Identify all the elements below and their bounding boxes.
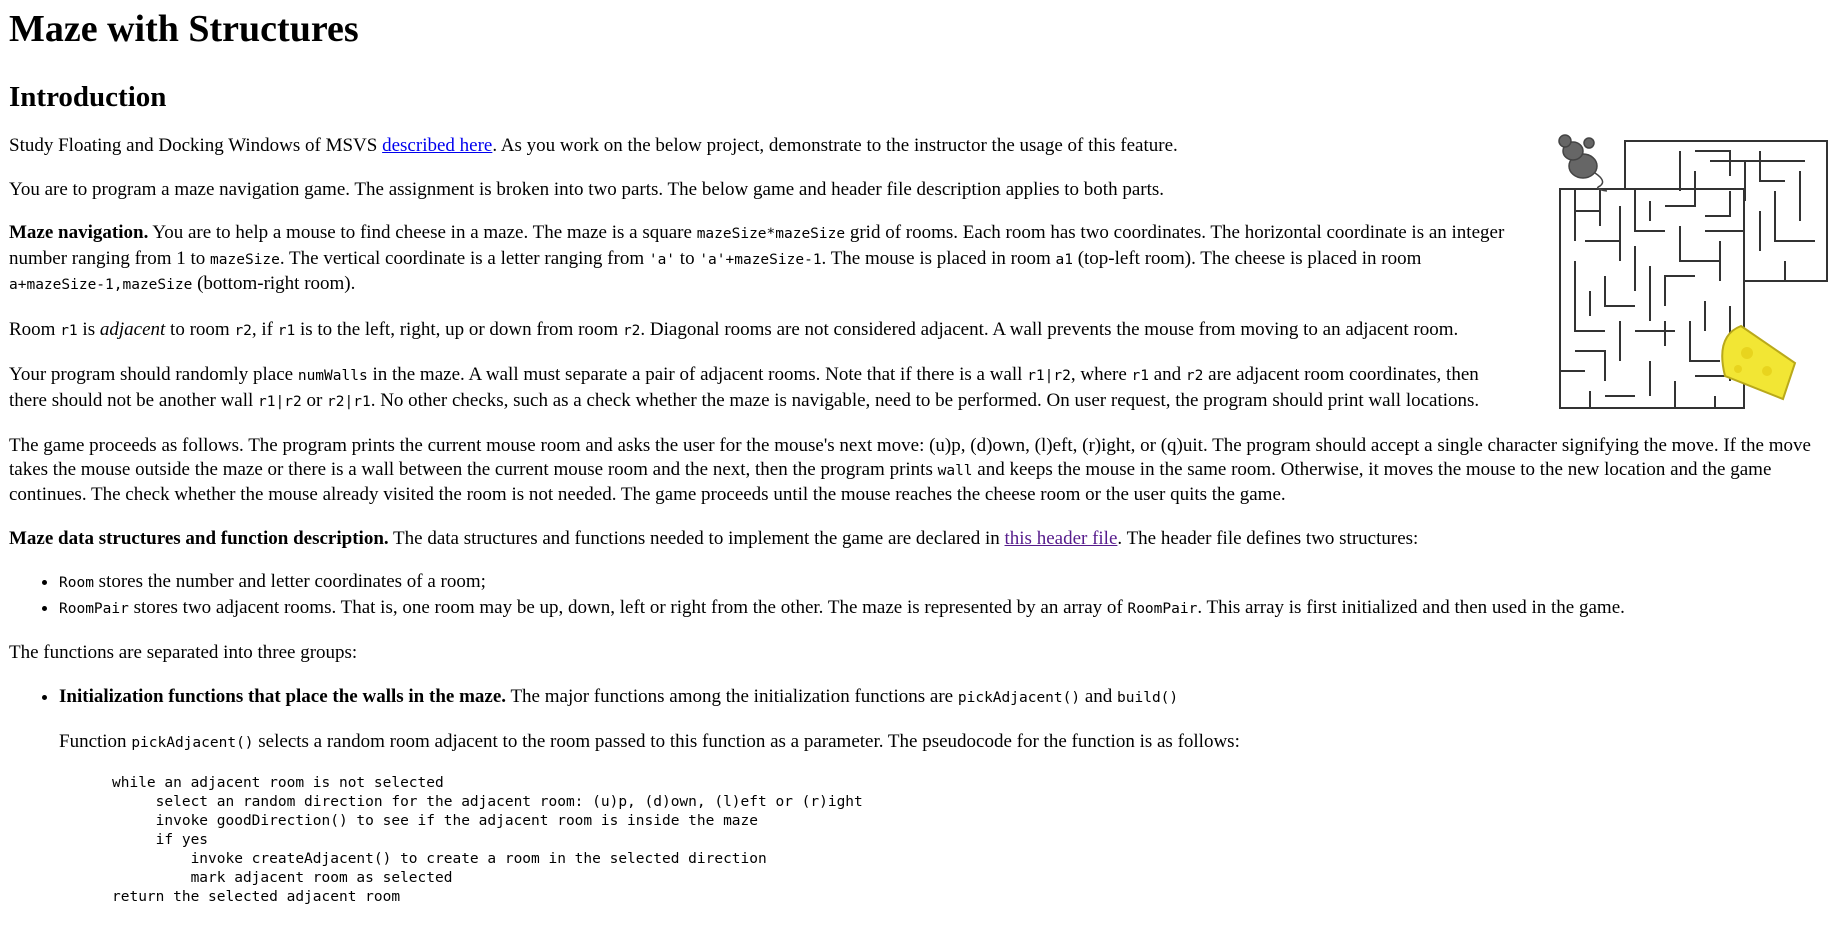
paragraph-maze-navigation: Maze navigation. You are to help a mouse to find cheese in a maze. The maze is a square mazeSize*mazeSize grid of rooms. Each room has two coordinates. The horizontal coordinate is an integer number ranging from 1 to mazeSize. The vertical coordinate is a letter ranging from 'a' to 'a'+mazeSize-1. The mouse is placed in room a1 (top-left room). The cheese is placed in room a+mazeSize-1,mazeSize (bottom-right room). <box>9 222 1505 294</box>
function-groups-list <box>9 685 1827 756</box>
paragraph-floating-docking: Study Floating and Docking Windows of MSVS described here. As you work on the below project, demonstrate to the instructor the usage of this feature. <box>9 135 1178 156</box>
pseudocode-line: select an random direction for the adjacent room: (u)p, (d)own, (l)eft or (r)ight <box>112 793 863 810</box>
paragraph-pick-adjacent: Function pickAdjacent() selects a random room adjacent to the room passed to this function as a parameter. The pseudocode for the function is as follows: <box>59 731 1240 752</box>
cheese-icon <box>1722 326 1795 399</box>
paragraph-adjacency: Room r1 is adjacent to room r2, if r1 is to the left, right, up or down from room r2. Diagonal rooms are not considered adjacent. A wall prevents the mouse from moving to an adjacent room. <box>9 318 1459 340</box>
paragraph-function-groups: The functions are separated into three groups: <box>9 642 358 663</box>
pseudocode-line: invoke goodDirection() to see if the adjacent room is inside the maze <box>112 812 759 829</box>
list-item: • Initialization functions that place the walls in the maze. The major functions among the initialization functions are pickAdjacent() and build() Function pickAdjacent() selects a random room adjacent to the room passed to this function as a parameter. The pseudocode for the function is as follows: <box>59 685 1827 756</box>
paragraph-assignment-overview: You are to program a maze navigation game. The assignment is broken into two parts. The below game and header file description applies to both parts. <box>9 178 1165 200</box>
list-item: • Room stores the number and letter coordinates of a room; <box>59 570 1827 596</box>
header-file-link[interactable]: this header file <box>1004 527 1118 549</box>
list-item: • RoomPair stores two adjacent rooms. That is, one room may be up, down, left or right from the other. The maze is represented by an array of RoomPair. This array is first initialized and then used in the game. <box>59 596 1827 622</box>
section-heading-introduction: Introduction <box>9 81 167 113</box>
pseudocode-line: while an adjacent room is not selected <box>112 774 444 791</box>
maze-illustration <box>1545 131 1828 416</box>
page-title: Maze with Structures <box>9 8 359 50</box>
paragraph-walls: Your program should randomly place numWalls in the maze. A wall must separate a pair of adjacent rooms. Note that if there is a wall r1|r2, where r1 and r2 are adjacent room coordinates, then there should not be another wall r1|r2 or r2|r1. No other checks, such as a check whether the maze is navigable, need to be performed. On user request, the program should print wall locations. <box>9 364 1480 411</box>
pseudocode-block <box>112 774 1827 907</box>
document <box>9 0 1827 907</box>
pseudocode-line: invoke createAdjacent() to create a room in the selected direction <box>112 850 767 867</box>
structures-list <box>9 570 1827 621</box>
described-here-link[interactable]: described here <box>382 135 493 156</box>
pseudocode-line: mark adjacent room as selected <box>112 869 453 886</box>
mouse-icon <box>1559 135 1607 191</box>
pseudocode-line: if yes <box>112 831 209 848</box>
paragraph-data-structures: Maze data structures and function description. The data structures and functions needed to implement the game are declared in this header file. The header file defines two structures: <box>9 527 1419 549</box>
paragraph-game-flow: The game proceeds as follows. The program prints the current mouse room and asks the user for the mouse's next move: (u)p, (d)own, (l)eft, (r)ight, or (q)uit. The program should accept a single character signifying the move. If the move takes the mouse outside the maze or there is a wall between the current mouse room and the next, then the program prints wall and keeps the mouse in the same room. Otherwise, it moves the mouse to the new location and the game continues. The check whether the mouse already visited the room is not needed. The game proceeds until the mouse reaches the cheese room or the user quits the game. <box>9 435 1811 505</box>
pseudocode-line: return the selected adjacent room <box>112 888 401 905</box>
